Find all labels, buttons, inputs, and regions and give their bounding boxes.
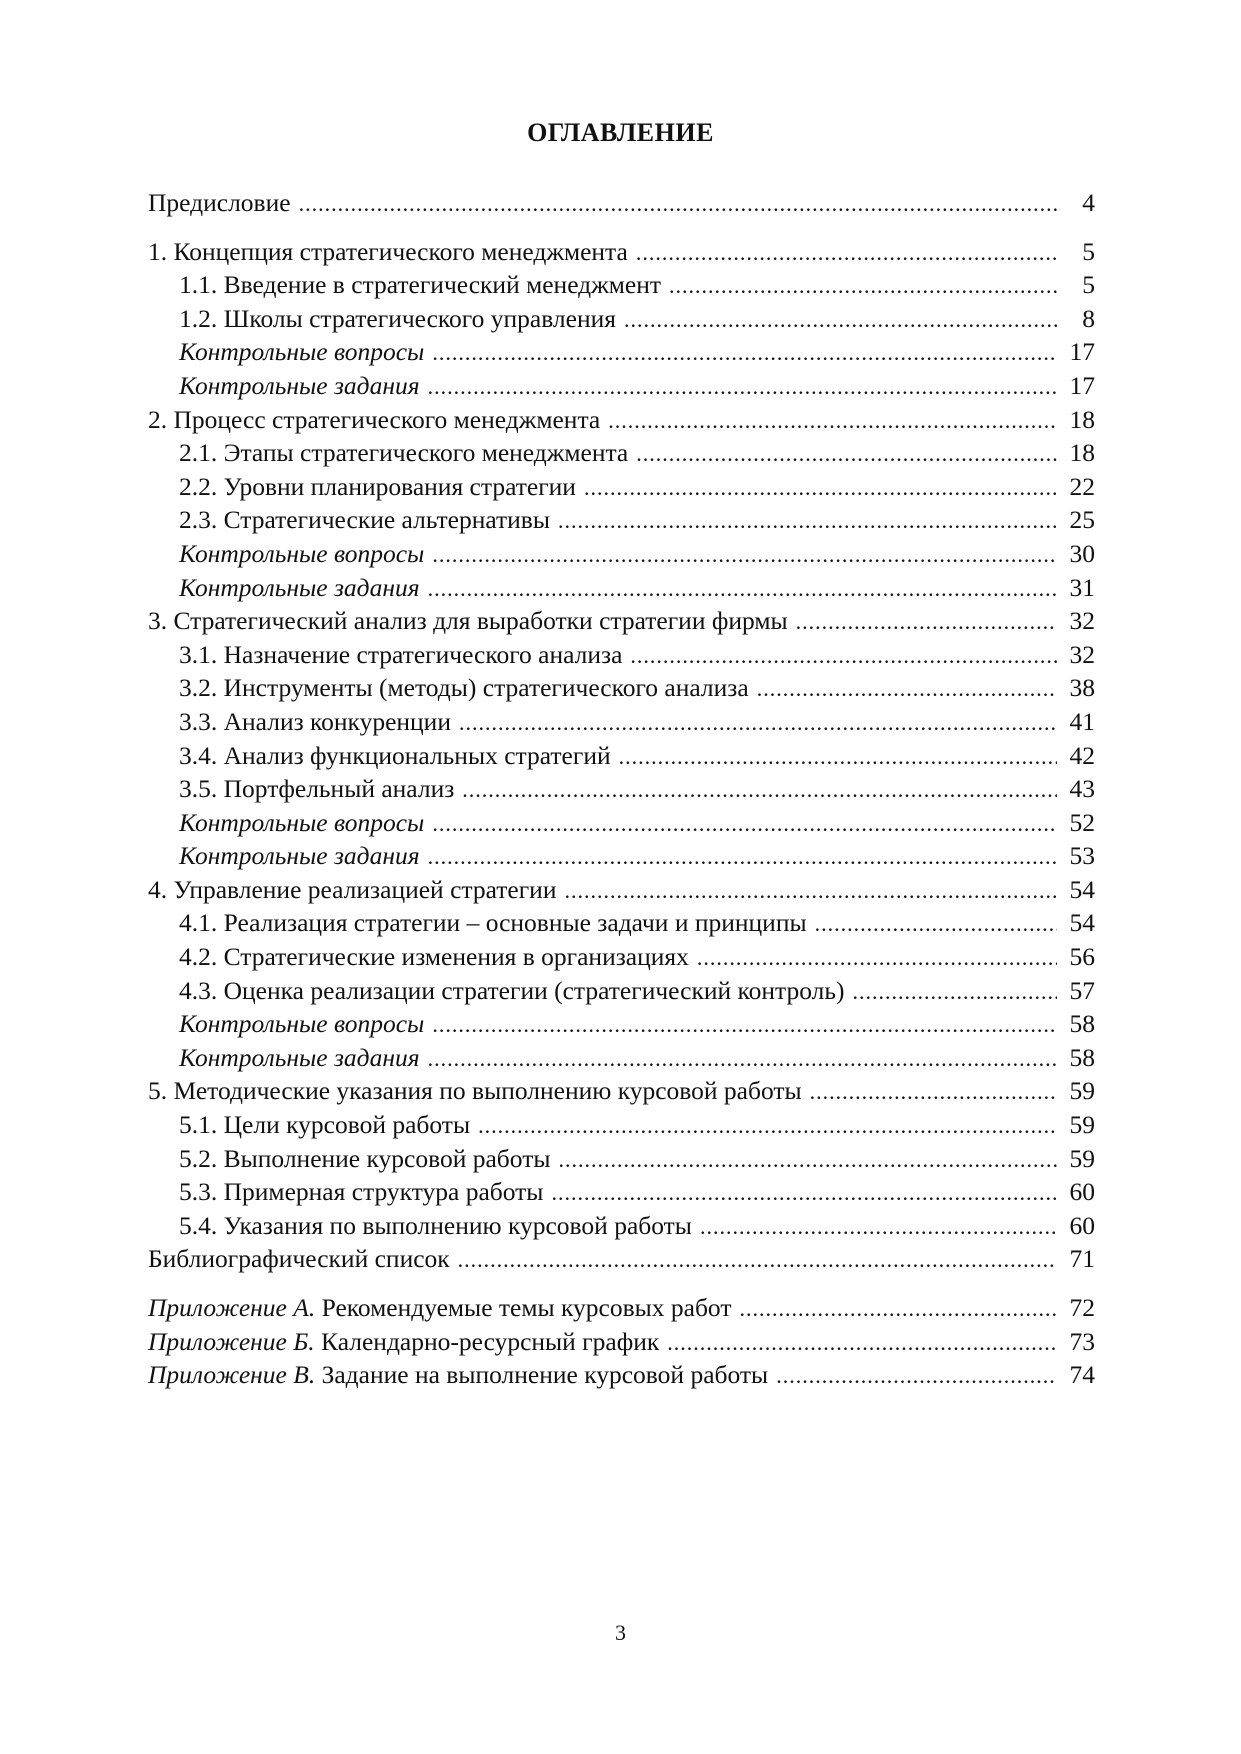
- dot-leader: [428, 572, 1057, 606]
- toc-entry-page: 8: [1082, 303, 1095, 333]
- toc-entry-page: 59: [1069, 1110, 1095, 1140]
- toc-entry-text: 3. Стратегический анализ для выработки стратегии фирмы: [148, 606, 788, 636]
- toc-entry-text: Контрольные вопросы: [179, 1009, 425, 1039]
- toc-entry-text: 5. Методические указания по выполнению курсовой работы: [148, 1076, 802, 1106]
- dot-leader: [432, 1008, 1057, 1042]
- dot-leader: [796, 605, 1057, 639]
- toc-entry-page: 22: [1069, 471, 1095, 501]
- toc-entry-text: Контрольные задания: [179, 1042, 420, 1072]
- toc-entry-text: 5.2. Выполнение курсовой работы: [179, 1143, 551, 1173]
- toc-entry-section-2-1[interactable]: [148, 436, 1095, 470]
- dot-leader: [636, 236, 1057, 270]
- dot-leader: [636, 437, 1057, 471]
- toc-entry-tasks-4[interactable]: [148, 1041, 1095, 1075]
- toc-entry-section-2-3[interactable]: [148, 503, 1095, 537]
- dot-leader: [428, 370, 1057, 404]
- dot-leader: [432, 336, 1057, 370]
- toc-entry-text: 4.2. Стратегические изменения в организациях: [179, 942, 689, 972]
- toc-entry-text: 3.1. Назначение стратегического анализа: [179, 639, 623, 669]
- dot-leader: [558, 1143, 1057, 1177]
- toc-entry-questions-2[interactable]: [148, 537, 1095, 571]
- toc-entry-text: 1. Концепция стратегического менеджмента: [148, 236, 628, 266]
- toc-entry-text: 4.3. Оценка реализации стратегии (стратегический контроль): [179, 975, 845, 1005]
- toc-entry-bibliography[interactable]: [148, 1242, 1095, 1276]
- toc-entry-page: 71: [1069, 1244, 1095, 1274]
- dot-leader: [299, 187, 1057, 221]
- toc-entry-text: 5.1. Цели курсовой работы: [179, 1110, 471, 1140]
- toc-entry-chapter-4[interactable]: [148, 873, 1095, 907]
- toc-entry-text: Предисловие: [148, 188, 291, 217]
- toc-entry-page: 17: [1069, 370, 1095, 400]
- dot-leader: [624, 303, 1057, 337]
- dot-leader: [428, 1042, 1057, 1076]
- toc-entry-questions-1[interactable]: [148, 335, 1095, 369]
- toc-entry-page: 38: [1069, 673, 1095, 703]
- toc-entry-page: 41: [1069, 706, 1095, 736]
- dot-leader: [459, 706, 1057, 740]
- toc-entry-page: 54: [1069, 908, 1095, 938]
- page-number: 3: [615, 1620, 626, 1645]
- dot-leader: [776, 1359, 1057, 1393]
- toc-entry-page: 30: [1069, 538, 1095, 568]
- dot-leader: [462, 773, 1057, 807]
- toc-entry-questions-4[interactable]: [148, 1007, 1095, 1041]
- toc-entry-text: 5.3. Примерная структура работы: [179, 1177, 544, 1207]
- toc-entry-chapter-5[interactable]: [148, 1074, 1095, 1108]
- appendix-label: Приложение В.: [148, 1360, 316, 1390]
- dot-leader: [458, 1243, 1057, 1277]
- dot-leader: [478, 1109, 1057, 1143]
- toc-entry-text: 2. Процесс стратегического менеджмента: [148, 404, 601, 434]
- dot-leader: [852, 975, 1057, 1009]
- table-of-contents: [148, 186, 1095, 1392]
- dot-leader: [810, 1075, 1057, 1109]
- dot-leader: [697, 941, 1057, 975]
- toc-entry-page: 43: [1069, 774, 1095, 804]
- toc-entry-section-3-3[interactable]: [148, 705, 1095, 739]
- toc-entry-text: Контрольные вопросы: [179, 807, 425, 837]
- toc-entry-section-3-4[interactable]: [148, 739, 1095, 773]
- toc-entry-text: 3.5. Портфельный анализ: [179, 774, 455, 804]
- toc-entry-tasks-1[interactable]: [148, 369, 1095, 403]
- toc-entry-page: 25: [1069, 505, 1095, 535]
- toc-entry-text: Контрольные вопросы: [179, 337, 425, 367]
- toc-entry-page: 32: [1069, 606, 1095, 636]
- toc-entry-text: Контрольные задания: [179, 841, 420, 871]
- toc-entry-appendix-a[interactable]: [148, 1291, 1095, 1325]
- page-title: ОГЛАВЛЕНИЕ: [527, 118, 714, 147]
- dot-leader: [815, 907, 1057, 941]
- toc-entry-page: 60: [1069, 1177, 1095, 1207]
- toc-entry-page: 54: [1069, 874, 1095, 904]
- toc-entry-text: Задание на выполнение курсовой работы: [315, 1360, 769, 1390]
- toc-entry-page: 60: [1069, 1210, 1095, 1240]
- dot-leader: [428, 840, 1057, 874]
- toc-entry-page: 57: [1069, 975, 1095, 1005]
- toc-entry-page: 42: [1069, 740, 1095, 770]
- toc-entry-page: 18: [1069, 438, 1095, 468]
- toc-entry-page: 58: [1069, 1009, 1095, 1039]
- toc-entry-page: 17: [1069, 337, 1095, 367]
- toc-entry-section-5-1[interactable]: [148, 1108, 1095, 1142]
- toc-entry-text: Контрольные задания: [179, 370, 420, 400]
- dot-leader: [700, 1210, 1057, 1244]
- toc-entry-text: 4.1. Реализация стратегии – основные задачи и принципы: [179, 908, 807, 938]
- dot-leader: [551, 1176, 1057, 1210]
- toc-entry-section-3-1[interactable]: [148, 638, 1095, 672]
- toc-entry-text: Календарно-ресурсный график: [314, 1326, 660, 1356]
- toc-entry-section-1-2[interactable]: [148, 302, 1095, 336]
- toc-entry-text: 2.1. Этапы стратегического менеджмента: [179, 438, 629, 468]
- toc-entry-appendix-b[interactable]: [148, 1325, 1095, 1359]
- toc-entry-chapter-2[interactable]: [148, 403, 1095, 437]
- toc-entry-page: 59: [1069, 1076, 1095, 1106]
- toc-entry-page: 18: [1069, 404, 1095, 434]
- toc-entry-section-3-2[interactable]: [148, 671, 1095, 705]
- toc-entry-appendix-c[interactable]: [148, 1358, 1095, 1392]
- toc-entry-page: 31: [1069, 572, 1095, 602]
- dot-leader: [558, 504, 1057, 538]
- toc-entry-text: Контрольные вопросы: [179, 538, 425, 568]
- toc-entry-page: 73: [1069, 1326, 1095, 1356]
- toc-entry-page: 52: [1069, 807, 1095, 837]
- toc-entry-text: 2.2. Уровни планирования стратегии: [179, 471, 576, 501]
- dot-leader: [740, 1292, 1058, 1326]
- appendix-label: Приложение Б.: [148, 1326, 315, 1356]
- dot-leader: [630, 639, 1057, 673]
- toc-entry-page: 72: [1069, 1293, 1095, 1322]
- dot-leader: [608, 404, 1057, 438]
- toc-entry-section-3-5[interactable]: [148, 772, 1095, 806]
- toc-entry-text: 4. Управление реализацией стратегии: [148, 874, 557, 904]
- toc-entry-section-5-4[interactable]: [148, 1209, 1095, 1243]
- dot-leader: [757, 672, 1057, 706]
- toc-entry-page: 74: [1069, 1360, 1095, 1390]
- toc-entry-text: 1.2. Школы стратегического управления: [179, 303, 616, 333]
- toc-entry-text: 3.3. Анализ конкуренции: [179, 706, 451, 736]
- toc-entry-preface[interactable]: [148, 186, 1095, 220]
- toc-entry-page: 32: [1069, 639, 1095, 669]
- toc-entry-section-1-1[interactable]: [148, 268, 1095, 302]
- toc-entry-section-4-1[interactable]: [148, 906, 1095, 940]
- toc-entry-page: 59: [1069, 1143, 1095, 1173]
- dot-leader: [432, 807, 1057, 841]
- toc-entry-tasks-2[interactable]: [148, 571, 1095, 605]
- toc-entry-section-5-3[interactable]: [148, 1175, 1095, 1209]
- dot-leader: [619, 740, 1057, 774]
- toc-entry-section-2-2[interactable]: [148, 470, 1095, 504]
- toc-entry-text: 1.1. Введение в стратегический менеджмент: [179, 270, 662, 300]
- dot-leader: [564, 874, 1057, 908]
- toc-entry-page: 56: [1069, 942, 1095, 972]
- toc-entry-page: 4: [1082, 188, 1095, 217]
- dot-leader: [667, 1326, 1057, 1360]
- toc-entry-questions-3[interactable]: [148, 806, 1095, 840]
- toc-entry-text: Рекомендуемые темы курсовых работ: [315, 1293, 732, 1322]
- dot-leader: [584, 471, 1057, 505]
- toc-entry-section-5-2[interactable]: [148, 1142, 1095, 1176]
- toc-entry-text: Библиографический список: [148, 1244, 450, 1274]
- toc-entry-page: 5: [1082, 270, 1095, 300]
- toc-entry-text: 5.4. Указания по выполнению курсовой работы: [179, 1210, 692, 1240]
- dot-leader: [432, 538, 1057, 572]
- toc-entry-text: Контрольные задания: [179, 572, 420, 602]
- dot-leader: [669, 269, 1057, 303]
- toc-entry-text: 2.3. Стратегические альтернативы: [179, 505, 550, 535]
- toc-entry-text: 3.2. Инструменты (методы) стратегического анализа: [179, 673, 749, 703]
- toc-entry-section-4-3[interactable]: [148, 974, 1095, 1008]
- toc-entry-page: 5: [1082, 236, 1095, 266]
- toc-entry-section-4-2[interactable]: [148, 940, 1095, 974]
- toc-entry-page: 58: [1069, 1042, 1095, 1072]
- appendix-label: Приложение А.: [148, 1293, 316, 1322]
- toc-entry-tasks-3[interactable]: [148, 839, 1095, 873]
- toc-entry-text: 3.4. Анализ функциональных стратегий: [179, 740, 611, 770]
- toc-entry-page: 53: [1069, 841, 1095, 871]
- toc-entry-chapter-3[interactable]: [148, 604, 1095, 638]
- toc-entry-chapter-1[interactable]: [148, 235, 1095, 269]
